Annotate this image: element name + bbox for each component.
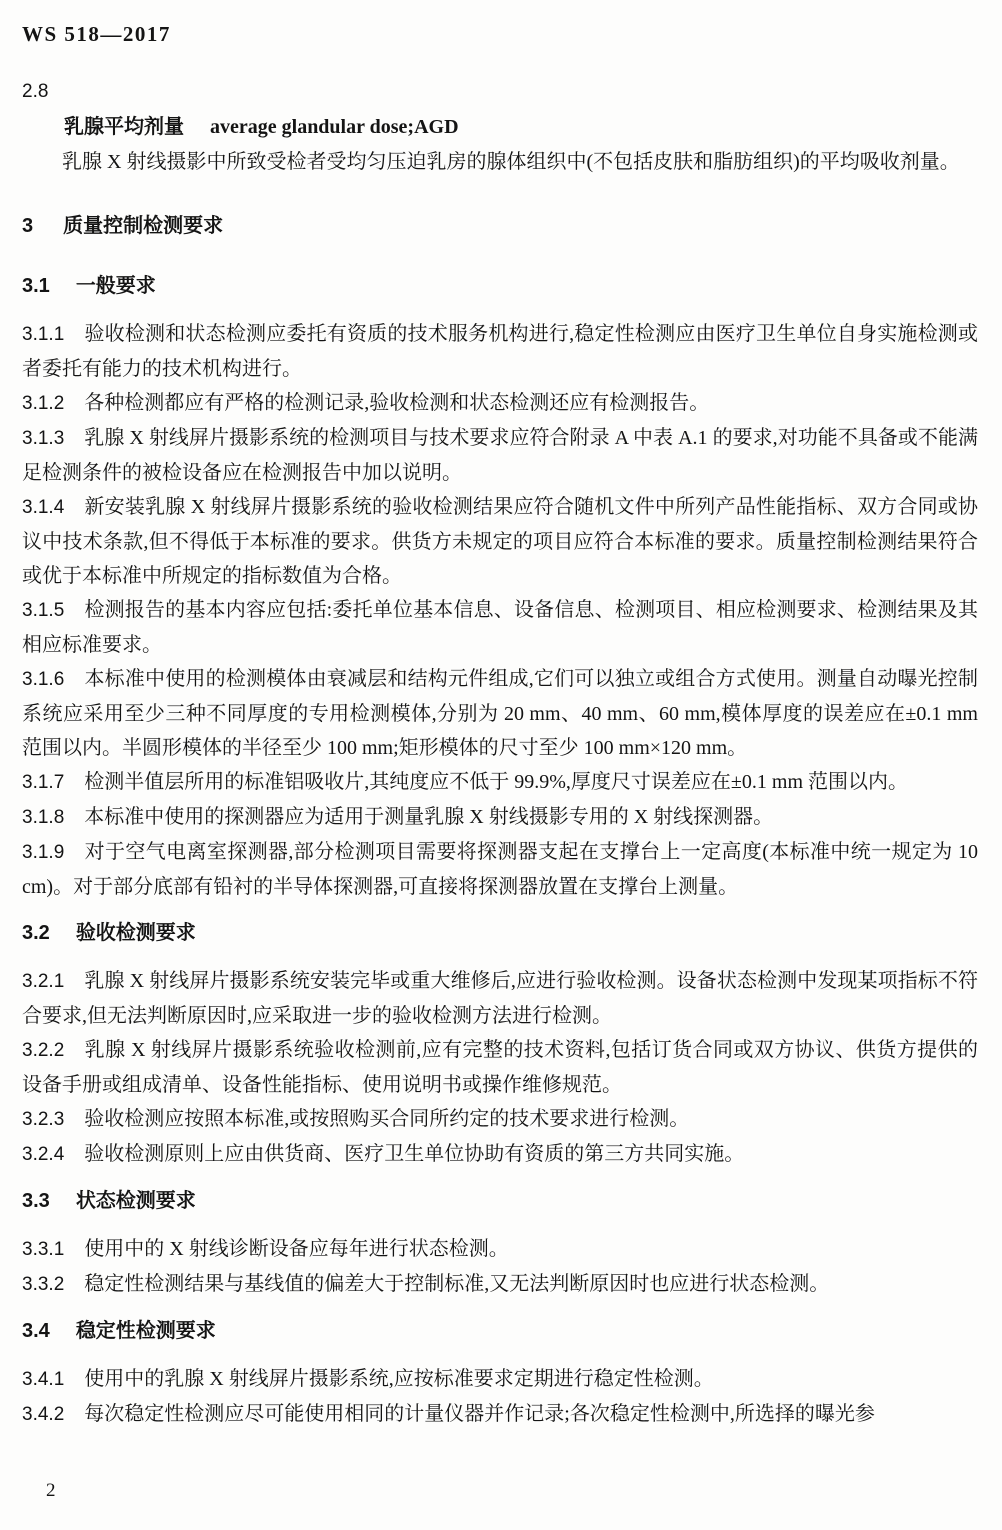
clause-number: 3.1.9 — [22, 842, 65, 863]
clause-text: 使用中的乳腺 X 射线屏片摄影系统,应按标准要求定期进行稳定性检测。 — [84, 1368, 714, 1390]
clause-3-2-2 — [22, 1033, 978, 1102]
clause-number: 3.3.1 — [22, 1239, 65, 1260]
section-heading-number: 3 — [22, 215, 34, 237]
clause-3-1-7 — [22, 765, 978, 800]
section-heading-title: 质量控制检测要求 — [63, 215, 224, 237]
section-heading-3 — [22, 211, 978, 241]
clause-text: 验收检测和状态检测应委托有资质的技术服务机构进行,稳定性检测应由医疗卫生单位自身实施检测或者委托有能力的技术机构进行。 — [22, 323, 978, 380]
subsection-heading-3-2 — [22, 918, 978, 948]
clause-3-1-8 — [22, 800, 978, 835]
clause-number: 3.1.4 — [22, 497, 65, 518]
clause-number: 3.1.1 — [22, 324, 65, 345]
subsection-heading-number: 3.4 — [22, 1320, 50, 1342]
doc-code-header: WS 518—2017 — [22, 22, 171, 46]
clause-number: 3.2.2 — [22, 1040, 65, 1061]
term-title-en: average glandular dose;AGD — [210, 116, 459, 138]
clause-text: 使用中的 X 射线诊断设备应每年进行状态检测。 — [84, 1238, 509, 1260]
clause-number: 3.4.2 — [22, 1404, 65, 1425]
subsection-heading-number: 3.2 — [22, 922, 50, 944]
subsection-heading-title: 稳定性检测要求 — [75, 1320, 216, 1342]
clause-3-3-2 — [22, 1267, 978, 1302]
clause-text: 各种检测都应有严格的检测记录,验收检测和状态检测还应有检测报告。 — [84, 392, 710, 414]
clause-text: 乳腺 X 射线屏片摄影系统验收检测前,应有完整的技术资料,包括订货合同或双方协议、供货方提供的设备手册或组成清单、设备性能指标、使用说明书或操作维修规范。 — [22, 1039, 978, 1096]
clause-3-1-3 — [22, 421, 978, 490]
clause-number: 3.2.4 — [22, 1144, 65, 1165]
clause-3-2-1 — [22, 964, 978, 1033]
subsection-heading-number: 3.3 — [22, 1190, 50, 1212]
clause-text: 乳腺 X 射线屏片摄影系统安装完毕或重大维修后,应进行验收检测。设备状态检测中发现某项指标不符合要求,但无法判断原因时,应采取进一步的验收检测方法进行检测。 — [22, 970, 978, 1027]
subsection-heading-title: 状态检测要求 — [75, 1190, 196, 1212]
term-number-2-8: 2.8 — [22, 81, 49, 102]
subsection-heading-number: 3.1 — [22, 275, 50, 297]
clause-3-4-2 — [22, 1397, 978, 1432]
subsection-heading-3-3 — [22, 1186, 978, 1216]
clause-text: 对于空气电离室探测器,部分检测项目需要将探测器支起在支撑台上一定高度(本标准中统一规定为 10 cm)。对于部分底部有铅衬的半导体探测器,可直接将探测器放置在支撑台上测量。 — [22, 841, 978, 898]
clause-number: 3.1.3 — [22, 428, 65, 449]
clause-text: 本标准中使用的探测器应为适用于测量乳腺 X 射线摄影专用的 X 射线探测器。 — [84, 806, 774, 828]
clause-text: 检测报告的基本内容应包括:委托单位基本信息、设备信息、检测项目、相应检测要求、检测结果及其相应标准要求。 — [22, 599, 978, 656]
clause-text: 检测半值层所用的标准铝吸收片,其纯度应不低于 99.9%,厚度尺寸误差应在±0.1 mm 范围以内。 — [84, 771, 909, 793]
clause-3-1-4 — [22, 490, 978, 593]
clause-text: 稳定性检测结果与基线值的偏差大于控制标准,又无法判断原因时也应进行状态检测。 — [84, 1273, 830, 1295]
clause-text: 新安装乳腺 X 射线屏片摄影系统的验收检测结果应符合随机文件中所列产品性能指标、双方合同或协议中技术条款,但不得低于本标准的要求。供货方未规定的项目应符合本标准的要求。质量控制检测结果符合或优于本标准中所规定的指标数值为合格。 — [22, 496, 978, 587]
clause-3-3-1 — [22, 1232, 978, 1267]
clause-3-1-6 — [22, 662, 978, 765]
subsection-heading-title: 一般要求 — [75, 275, 156, 297]
subsection-heading-title: 验收检测要求 — [75, 922, 196, 944]
clause-number: 3.3.2 — [22, 1274, 65, 1295]
definition-paragraph: 乳腺 X 射线摄影中所致受检者受均匀压迫乳房的腺体组织中(不包括皮肤和脂肪组织)的平均吸收剂量。 — [62, 151, 960, 173]
clause-number: 3.1.8 — [22, 807, 65, 828]
clause-text: 乳腺 X 射线屏片摄影系统的检测项目与技术要求应符合附录 A 中表 A.1 的要求,对功能不具备或不能满足检测条件的被检设备应在检测报告中加以说明。 — [22, 427, 978, 484]
clause-number: 3.4.1 — [22, 1369, 65, 1390]
clause-number: 3.1.7 — [22, 772, 65, 793]
clause-3-2-4 — [22, 1137, 978, 1172]
clause-3-2-3 — [22, 1102, 978, 1137]
subsection-heading-3-4 — [22, 1316, 978, 1346]
subsection-heading-3-1 — [22, 271, 978, 301]
clause-number: 3.1.6 — [22, 669, 65, 690]
clause-number: 3.2.1 — [22, 971, 65, 992]
page-number: 2 — [46, 1480, 56, 1501]
clause-3-1-2 — [22, 386, 978, 421]
clause-3-1-1 — [22, 317, 978, 386]
term-title-zh: 乳腺平均剂量 — [64, 116, 184, 138]
clause-number: 3.2.3 — [22, 1109, 65, 1130]
clause-number: 3.1.2 — [22, 393, 65, 414]
clause-number: 3.1.5 — [22, 600, 65, 621]
clause-3-1-9 — [22, 835, 978, 904]
clause-3-4-1 — [22, 1362, 978, 1397]
clause-text: 验收检测应按照本标准,或按照购买合同所约定的技术要求进行检测。 — [84, 1108, 690, 1130]
clause-text: 验收检测原则上应由供货商、医疗卫生单位协助有资质的第三方共同实施。 — [84, 1143, 745, 1165]
clause-3-1-5 — [22, 593, 978, 662]
clause-text: 本标准中使用的检测模体由衰减层和结构元件组成,它们可以独立或组合方式使用。测量自动曝光控制系统应采用至少三种不同厚度的专用检测模体,分别为 20 mm、40 mm、60 mm,模体厚度的误差应在±0.1 mm 范围以内。半圆形模体的半径至少 100 mm;矩形模体的尺寸至少 100 mm×120 mm。 — [22, 668, 978, 759]
clause-text: 每次稳定性检测应尽可能使用相同的计量仪器并作记录;各次稳定性检测中,所选择的曝光参 — [84, 1403, 875, 1425]
term-title-agd — [22, 111, 978, 143]
